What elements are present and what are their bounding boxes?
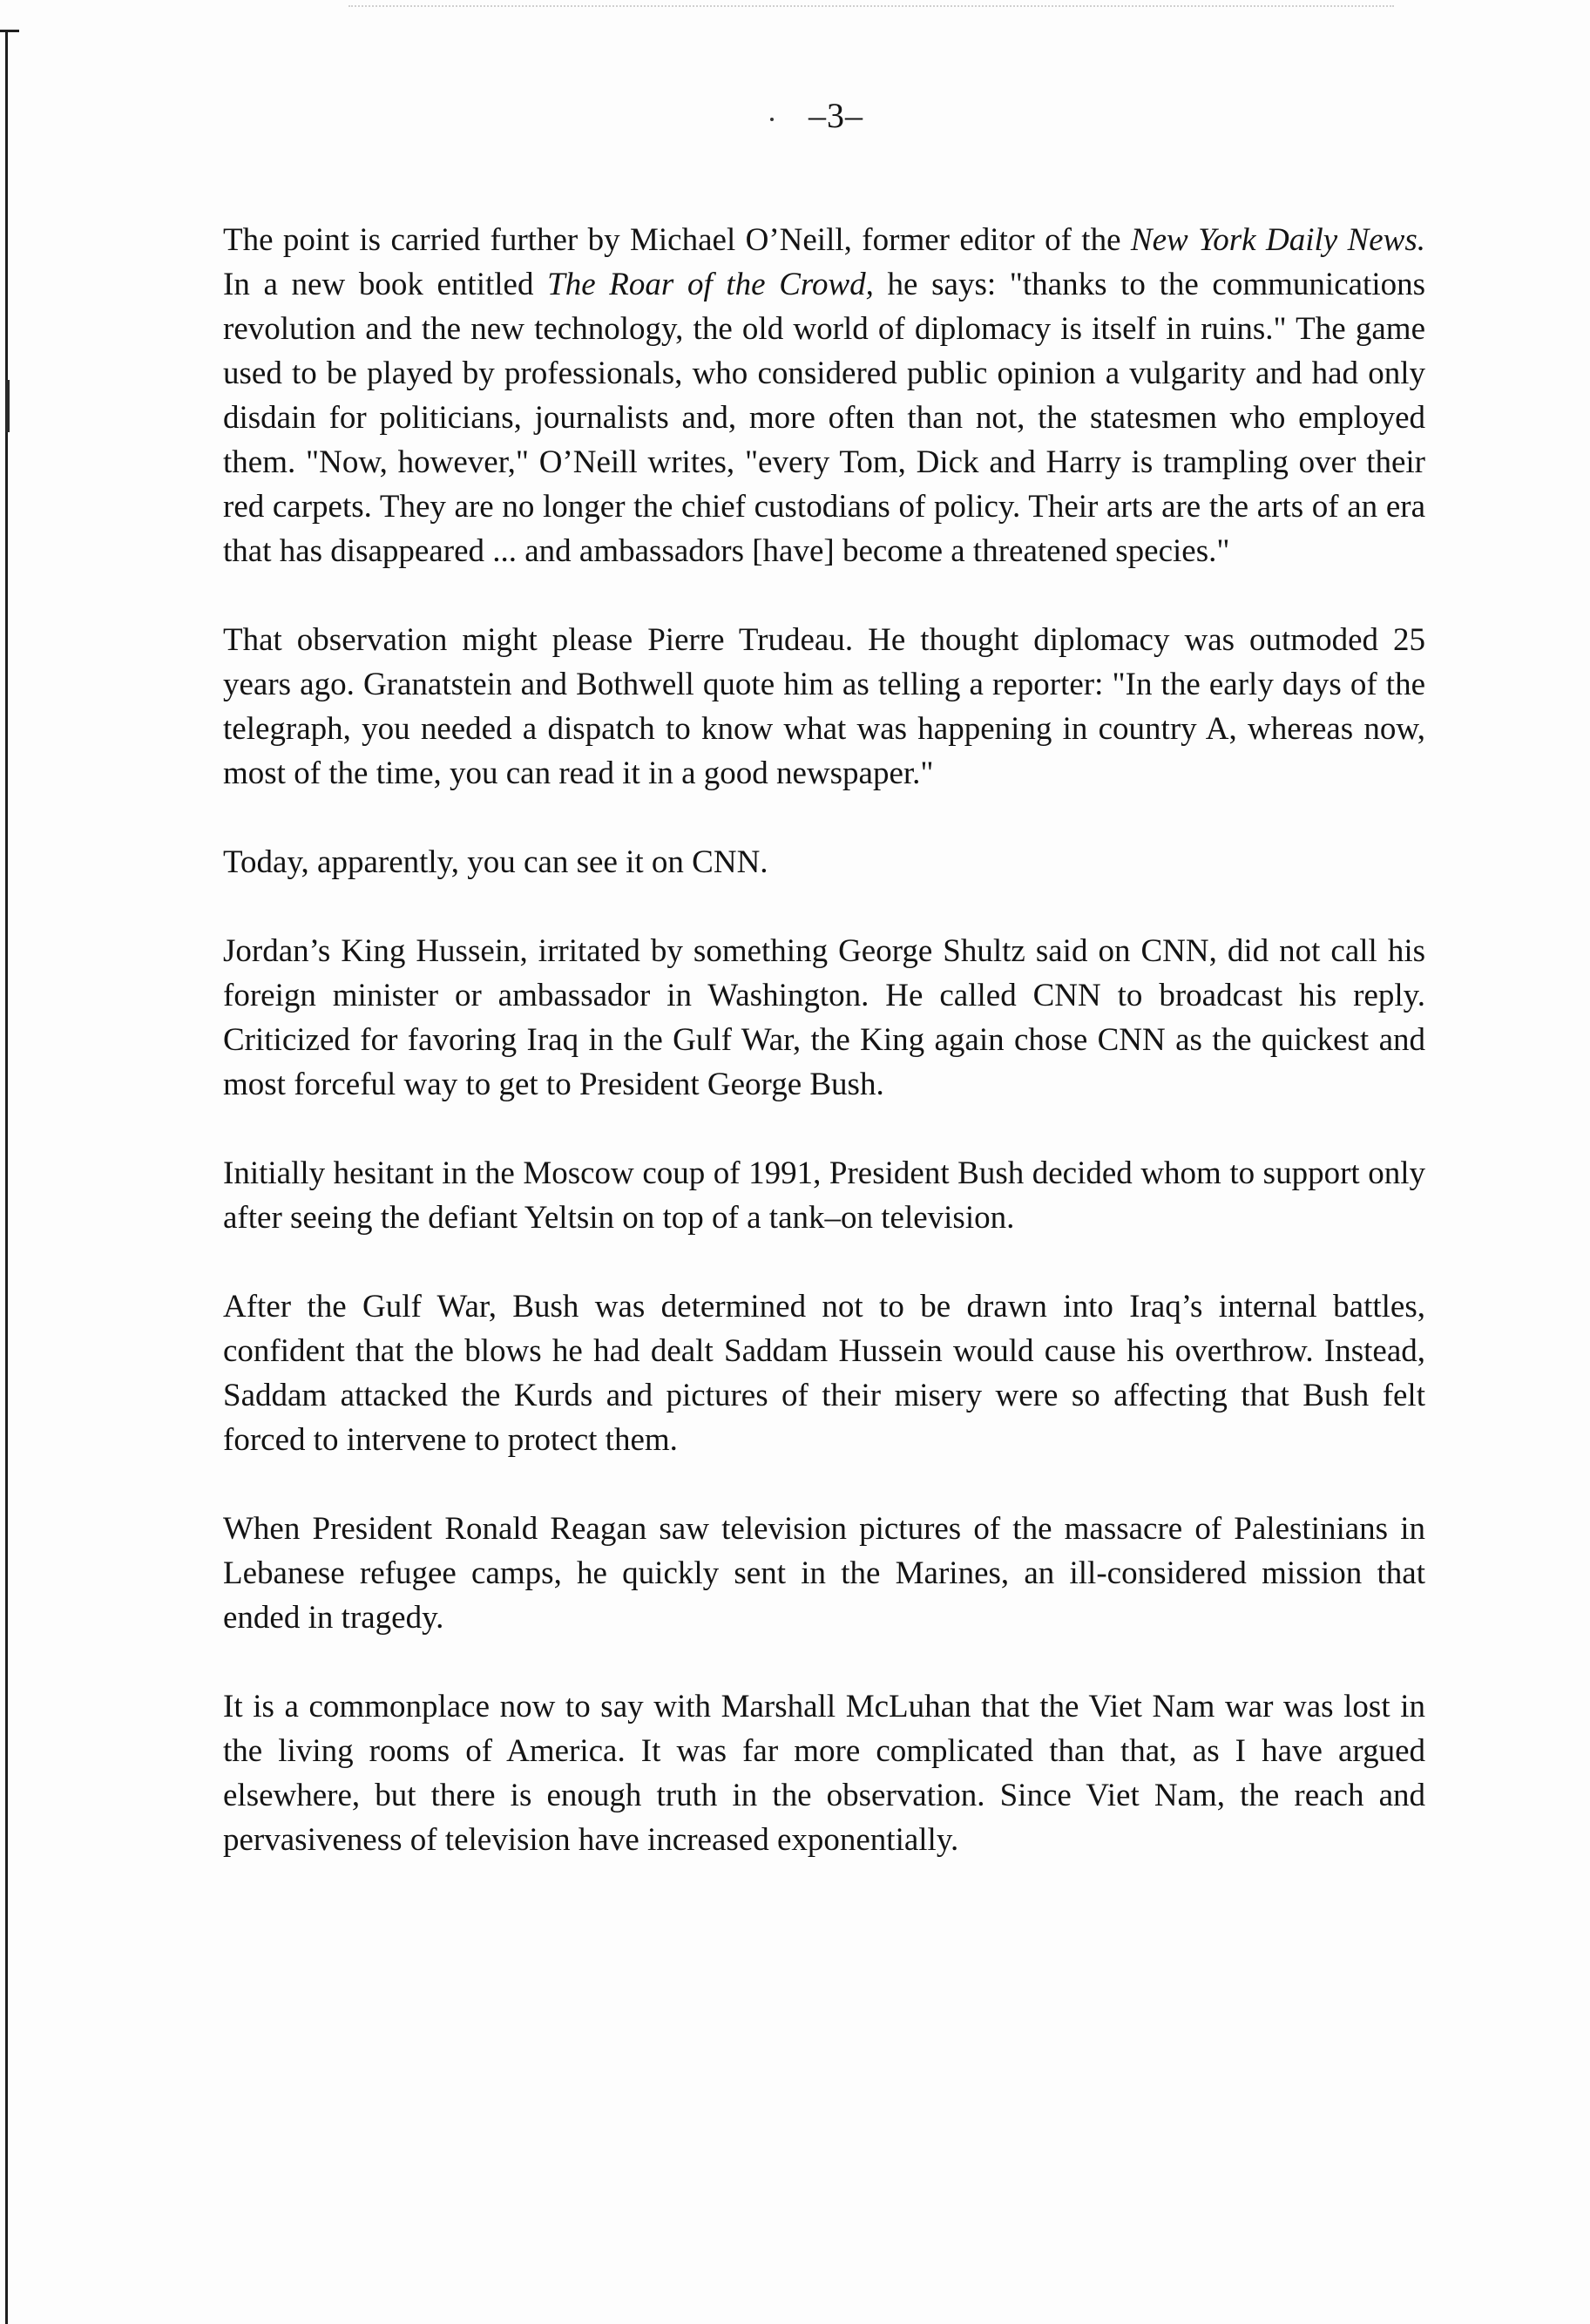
body-text [223,218,1425,1907]
page-number: –3– [0,94,1590,138]
book-title: The Roar of the Crowd, [547,267,874,302]
paragraph-2: That observation might please Pierre Trudeau. He thought diplomacy was outmoded 25 years ago. Granatstein and Bothwell quote him as telling a reporter: "In the early days of the telegraph, you needed a dispatch to know what was happening in country A, whereas now, most of the time, you can read it in a good newspaper." [223,622,1425,791]
paragraph-1-text-a: The point is carried further by Michael O’Neill, former editor of the [223,222,1131,258]
paragraph-1-text-b: In a new book entitled [223,267,548,302]
newspaper-title: New York Daily News. [1130,222,1425,258]
paragraph-7: When President Ronald Reagan saw television pictures of the massacre of Palestinians in Lebanese refugee camps, he quickly sent in the Marines, an ill-considered mission that ended in tragedy. [223,1511,1425,1636]
paragraph-6: After the Gulf War, Bush was determined not to be drawn into Iraq’s internal battles, confident that the blows he had dealt Saddam Hussein would cause his overthrow. Instead, Saddam attacked the Kurds and pictures of their misery were so affecting that Bush felt forced to intervene to protect them. [223,1289,1425,1458]
paragraph-1 [223,218,1425,573]
paragraph-5: Initially hesitant in the Moscow coup of 1991, President Bush decided whom to support only after seeing the defiant Yeltsin on top of a tank–on television. [223,1155,1425,1236]
margin-mark [6,380,10,432]
left-margin-line [5,31,8,2324]
paragraph-4: Jordan’s King Hussein, irritated by something George Shultz said on CNN, did not call his foreign minister or ambassador in Washington. He called CNN to broadcast his reply. Criticized for favoring Iraq in the Gulf War, the King again chose CNN as the quickest and most forceful way to get to President George Bush. [223,933,1425,1102]
paragraph-1-text-c: he says: "thanks to the communications revolution and the new technology, the old world of diplomacy is itself in ruins." The game used to be played by professionals, who considered public opinion a vulgarity and had only disdain for politicians, journalists and, more often than not, the statesmen who employed them. "Now, however," O’Neill writes, "every Tom, Dick and Harry is trampling over their red carpets. They are no longer the chief custodians of policy. Their arts are the arts of an era that has disappeared ... and ambassadors [have] become a threatened species." [223,267,1425,569]
scan-noise [348,5,1394,9]
paragraph-3: Today, apparently, you can see it on CNN. [223,844,768,880]
paragraph-8: It is a commonplace now to say with Marshall McLuhan that the Viet Nam war was lost in the living rooms of America. It was far more complicated than that, as I have argued elsewhere, but there is enough truth in the observation. Since Viet Nam, the reach and pervasiveness of television have increased exponentially. [223,1689,1425,1858]
margin-tick-mark [0,30,19,32]
